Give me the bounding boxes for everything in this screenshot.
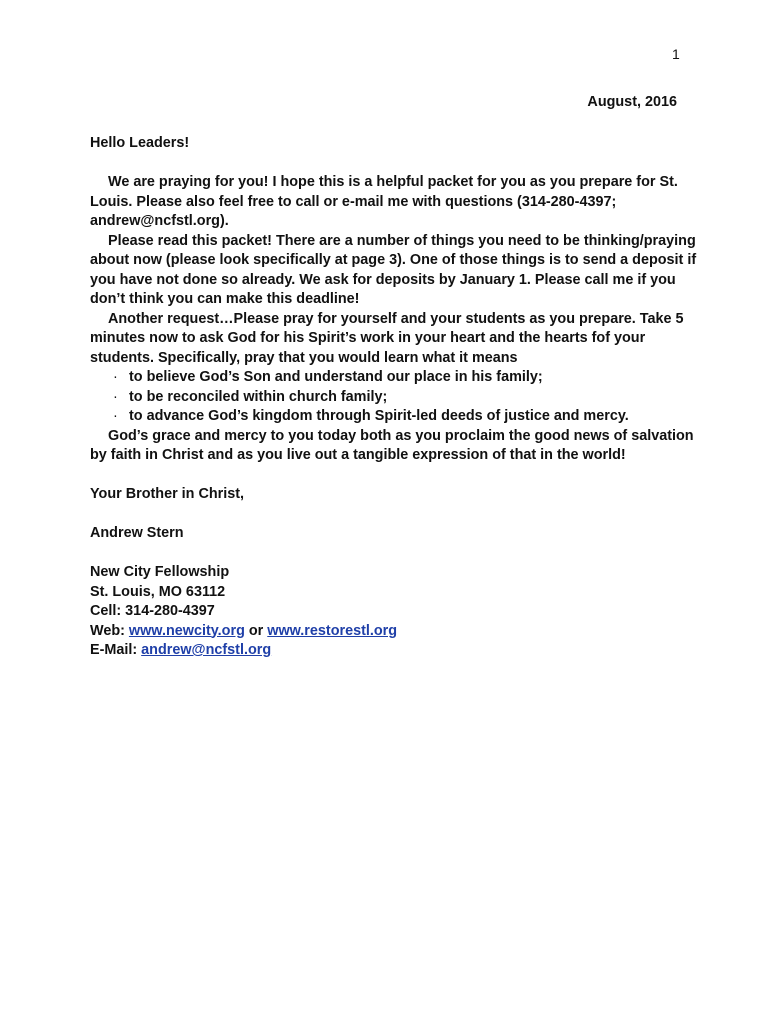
bullet-icon: ·: [113, 408, 118, 424]
signoff: Your Brother in Christ,: [90, 486, 245, 502]
greeting: Hello Leaders!: [90, 135, 190, 151]
spacer: [90, 544, 700, 564]
paragraph-2: Please read this packet! There are a number of things you need to be thinking/praying about now (please look specifically at page 3). One of those things is to send a deposit if you have not done so already. We ask for deposits by January 1. Please call me if you don’t think you can make this deadline!: [90, 232, 697, 307]
restorestl-link[interactable]: www.restorestl.org: [267, 622, 398, 639]
spacer: [90, 505, 700, 525]
page-number: 1: [672, 46, 680, 62]
cell-phone: Cell: 314-280-4397: [90, 603, 215, 619]
list-item: [90, 388, 700, 408]
email-line: [90, 641, 700, 661]
list-item: [90, 407, 700, 427]
closing-paragraph: God’s grace and mercy to you today both as you proclaim the good news of salvation by faith in Christ and as you live out a tangible expression of that in the world!: [90, 427, 694, 463]
list-item-text: to be reconciled within church family;: [129, 388, 388, 405]
letter-date: August, 2016: [587, 94, 677, 110]
bullet-icon: ·: [113, 388, 118, 405]
letter-body: [90, 134, 700, 661]
list-item-text: to advance God’s kingdom through Spirit-led deeds of justice and mercy.: [129, 408, 629, 424]
paragraph-3: Another request…Please pray for yourself and your students as you prepare. Take 5 minutes now to ask God for his Spirit’s work in your heart and the hearts fof your students. Specifically, pray that you would learn what it means: [90, 310, 684, 366]
organization-name: New City Fellowship: [90, 564, 230, 580]
bullet-list: [90, 368, 700, 427]
list-item: [90, 368, 700, 388]
contact-block: [90, 563, 700, 661]
spacer: [90, 154, 700, 174]
web-or-text: or: [244, 622, 268, 639]
list-item-text: to believe God’s Son and understand our place in his family;: [129, 369, 543, 385]
web-line: [90, 622, 700, 642]
spacer: [90, 466, 700, 486]
bullet-icon: ·: [113, 369, 118, 385]
newcity-link[interactable]: www.newcity.org: [128, 622, 245, 639]
paragraph-1: We are praying for you! I hope this is a helpful packet for you as you prepare for St. Louis. Please also feel free to call or e-mail me with questions (314-280-4397; andrew@ncfstl.org).: [90, 174, 678, 229]
email-link[interactable]: andrew@ncfstl.org: [141, 642, 272, 658]
email-label: E-Mail:: [90, 642, 142, 658]
organization-address: St. Louis, MO 63112: [90, 583, 226, 600]
web-label: Web:: [90, 622, 129, 639]
signer-name: Andrew Stern: [90, 525, 184, 541]
